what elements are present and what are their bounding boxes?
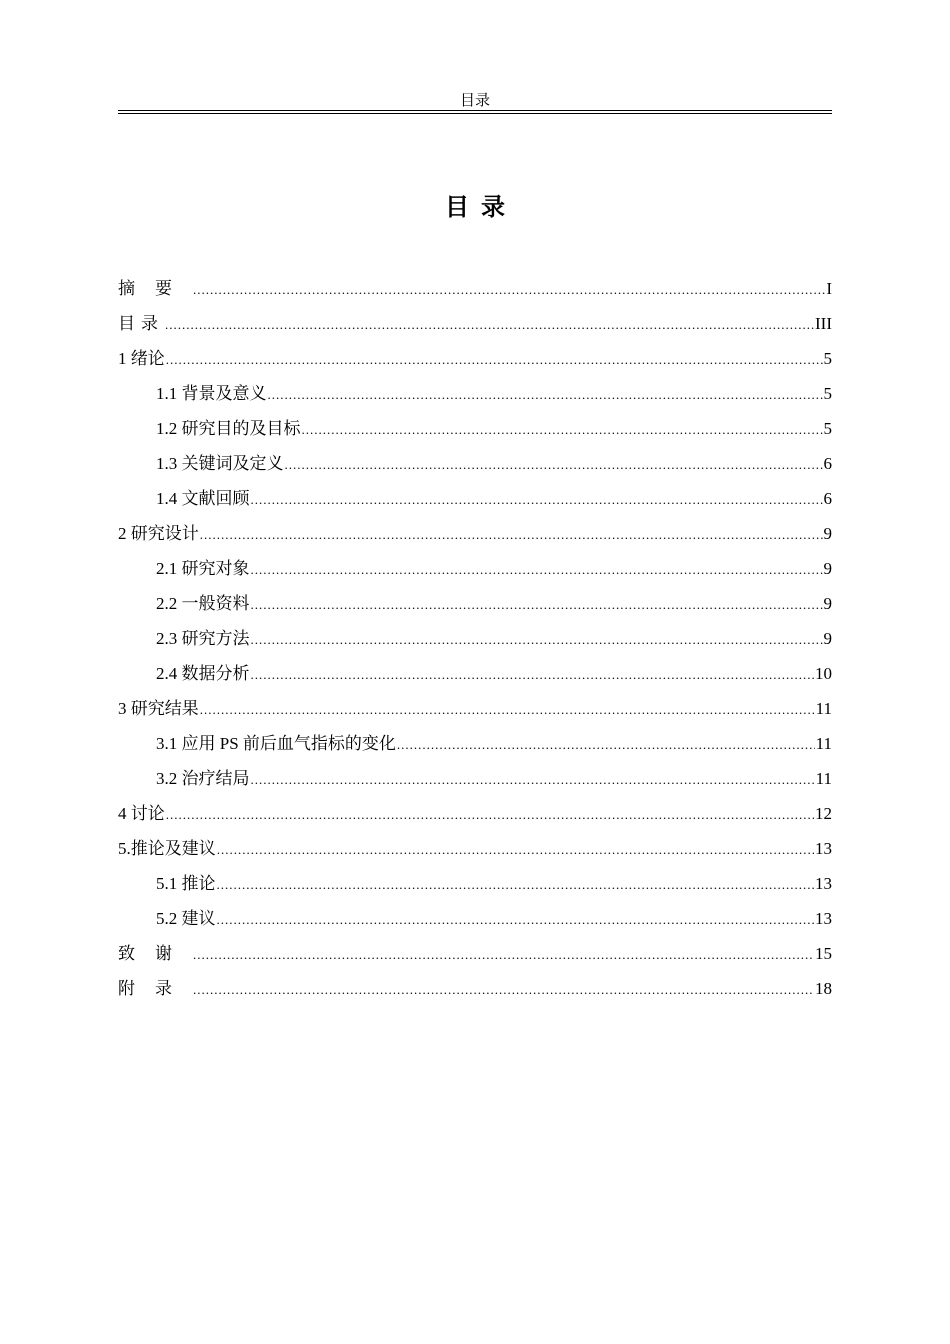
toc-entry[interactable]	[118, 906, 832, 941]
toc-entry[interactable]	[118, 696, 832, 731]
toc-leader	[166, 802, 814, 828]
toc-list	[118, 276, 832, 1011]
toc-leader	[268, 382, 823, 408]
toc-page-number: 10	[815, 664, 832, 683]
toc-page-number: 18	[815, 979, 832, 998]
toc-leader	[251, 662, 815, 688]
toc-page-number: 13	[815, 839, 832, 858]
toc-entry[interactable]	[118, 801, 832, 836]
toc-leader	[166, 347, 823, 373]
toc-entry[interactable]	[118, 276, 832, 311]
toc-leader	[193, 277, 825, 303]
toc-entry-label: 目录	[118, 314, 164, 333]
toc-entry-label: 2.4 数据分析	[156, 664, 250, 683]
page-title: 目录	[445, 195, 517, 221]
toc-entry[interactable]	[118, 626, 832, 661]
toc-leader	[217, 872, 815, 898]
toc-page-number: 15	[815, 944, 832, 963]
toc-leader	[217, 907, 815, 933]
toc-entry[interactable]	[118, 976, 832, 1011]
toc-entry[interactable]	[118, 346, 832, 381]
toc-page-number: 5	[823, 384, 832, 403]
toc-page-number: 9	[823, 524, 832, 543]
toc-entry-label: 2 研究设计	[118, 524, 199, 543]
toc-entry[interactable]	[118, 521, 832, 556]
toc-leader	[251, 767, 815, 793]
toc-leader	[193, 977, 814, 1003]
toc-leader	[251, 487, 823, 513]
toc-entry-label: 致谢	[118, 944, 192, 963]
running-header: 目录	[459, 93, 490, 109]
toc-entry[interactable]	[118, 661, 832, 696]
toc-page-number: 6	[823, 454, 832, 473]
header-rule	[118, 110, 832, 111]
toc-page-number: 11	[815, 699, 832, 718]
toc-page-number: 5	[823, 419, 832, 438]
toc-entry[interactable]	[118, 381, 832, 416]
toc-leader	[165, 312, 814, 338]
toc-entry-label: 5.1 推论	[156, 874, 216, 893]
toc-entry-label: 1.4 文献回顾	[156, 489, 250, 508]
toc-leader	[200, 697, 815, 723]
toc-entry-label: 摘要	[118, 279, 192, 298]
toc-leader	[200, 522, 823, 548]
toc-entry[interactable]	[118, 311, 832, 346]
toc-page-number: 9	[823, 559, 832, 578]
toc-page-number: III	[815, 314, 832, 333]
toc-entry[interactable]	[118, 766, 832, 801]
toc-leader	[251, 592, 823, 618]
toc-page-number: 11	[815, 769, 832, 788]
toc-entry-label: 2.3 研究方法	[156, 629, 250, 648]
toc-entry-label: 1.3 关键词及定义	[156, 454, 284, 473]
toc-page-number: 9	[823, 629, 832, 648]
toc-leader	[397, 732, 815, 758]
toc-entry-label: 1.1 背景及意义	[156, 384, 267, 403]
toc-entry[interactable]	[118, 556, 832, 591]
toc-leader	[285, 452, 823, 478]
toc-leader	[302, 417, 823, 443]
toc-entry[interactable]	[118, 941, 832, 976]
toc-entry-label: 3.2 治疗结局	[156, 769, 250, 788]
toc-entry[interactable]	[118, 416, 832, 451]
header-rule-thin	[118, 113, 832, 114]
toc-entry-label: 4 讨论	[118, 804, 165, 823]
toc-entry-label: 5.2 建议	[156, 909, 216, 928]
toc-entry[interactable]	[118, 486, 832, 521]
toc-entry-label: 3.1 应用 PS 前后血气指标的变化	[156, 734, 396, 753]
toc-entry-label: 1.2 研究目的及目标	[156, 419, 301, 438]
toc-entry[interactable]	[118, 871, 832, 906]
toc-entry-label: 1 绪论	[118, 349, 165, 368]
toc-entry-label: 2.2 一般资料	[156, 594, 250, 613]
toc-entry-label: 2.1 研究对象	[156, 559, 250, 578]
toc-page-number: 9	[823, 594, 832, 613]
toc-leader	[193, 942, 814, 968]
toc-page-number: 11	[815, 734, 832, 753]
toc-page-number: 6	[823, 489, 832, 508]
toc-page-number: 13	[815, 874, 832, 893]
toc-leader	[251, 557, 823, 583]
toc-entry-label: 5.推论及建议	[118, 839, 216, 858]
toc-entry[interactable]	[118, 731, 832, 766]
toc-leader	[217, 837, 814, 863]
toc-entry[interactable]	[118, 451, 832, 486]
toc-entry-label: 附录	[118, 979, 192, 998]
toc-leader	[251, 627, 823, 653]
toc-page-number: I	[826, 279, 832, 298]
toc-page-number: 13	[815, 909, 832, 928]
toc-entry[interactable]	[118, 836, 832, 871]
toc-page-number: 12	[815, 804, 832, 823]
toc-entry[interactable]	[118, 591, 832, 626]
toc-page-number: 5	[823, 349, 832, 368]
toc-entry-label: 3 研究结果	[118, 699, 199, 718]
